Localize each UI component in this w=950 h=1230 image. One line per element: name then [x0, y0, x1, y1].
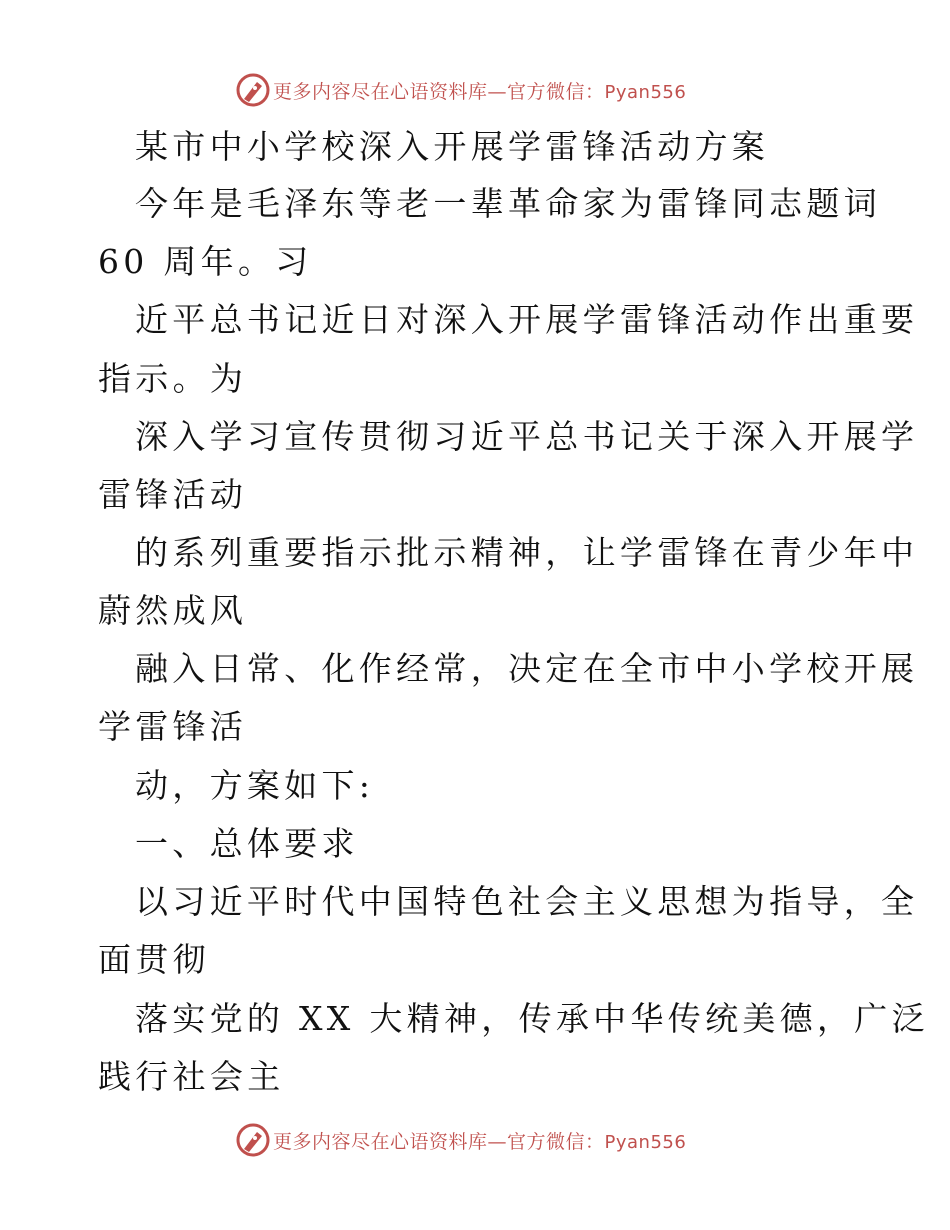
paragraph-line: 深入学习宣传贯彻习近平总书记关于深入开展学 [135, 417, 919, 456]
pen-nib-logo-icon [235, 1122, 271, 1158]
header-banner-label: 更多内容尽在心语资料库—官方微信： [273, 80, 605, 103]
paragraph-line: 雷锋活动 [98, 475, 248, 514]
paragraph-line: 的系列重要指示批示精神，让学雷锋在青少年中 [135, 533, 919, 572]
paragraph-line: 落实党的 XX 大精神，传承中华传统美德，广泛 [135, 999, 929, 1038]
footer-banner-wechat: Pyan556 [604, 1131, 687, 1153]
paragraph-line: 面贯彻 [98, 940, 210, 979]
footer-banner-label: 更多内容尽在心语资料库—官方微信： [273, 1130, 605, 1153]
paragraph-line: 学雷锋活 [98, 707, 248, 746]
section-heading: 一、总体要求 [135, 824, 359, 863]
pen-nib-logo-icon [235, 72, 271, 108]
paragraph-line: 融入日常、化作经常，决定在全市中小学校开展 [135, 649, 919, 688]
footer-banner [235, 1122, 686, 1158]
paragraph-line: 蔚然成风 [98, 591, 248, 630]
footer-banner-text [273, 1127, 686, 1154]
header-banner-wechat: Pyan556 [604, 81, 687, 103]
document-title: 某市中小学校深入开展学雷锋活动方案 [135, 127, 770, 166]
paragraph-line: 以习近平时代中国特色社会主义思想为指导，全 [135, 882, 919, 921]
header-banner-text [273, 77, 686, 104]
paragraph-line: 践行社会主 [98, 1057, 285, 1096]
paragraph-line: 指示。为 [98, 359, 248, 398]
paragraph-line: 60 周年。习 [98, 242, 313, 281]
paragraph-line: 动，方案如下: [135, 766, 375, 805]
header-banner [235, 72, 686, 108]
paragraph-line: 近平总书记近日对深入开展学雷锋活动作出重要 [135, 300, 919, 339]
paragraph-line: 今年是毛泽东等老一辈革命家为雷锋同志题词 [135, 184, 881, 223]
